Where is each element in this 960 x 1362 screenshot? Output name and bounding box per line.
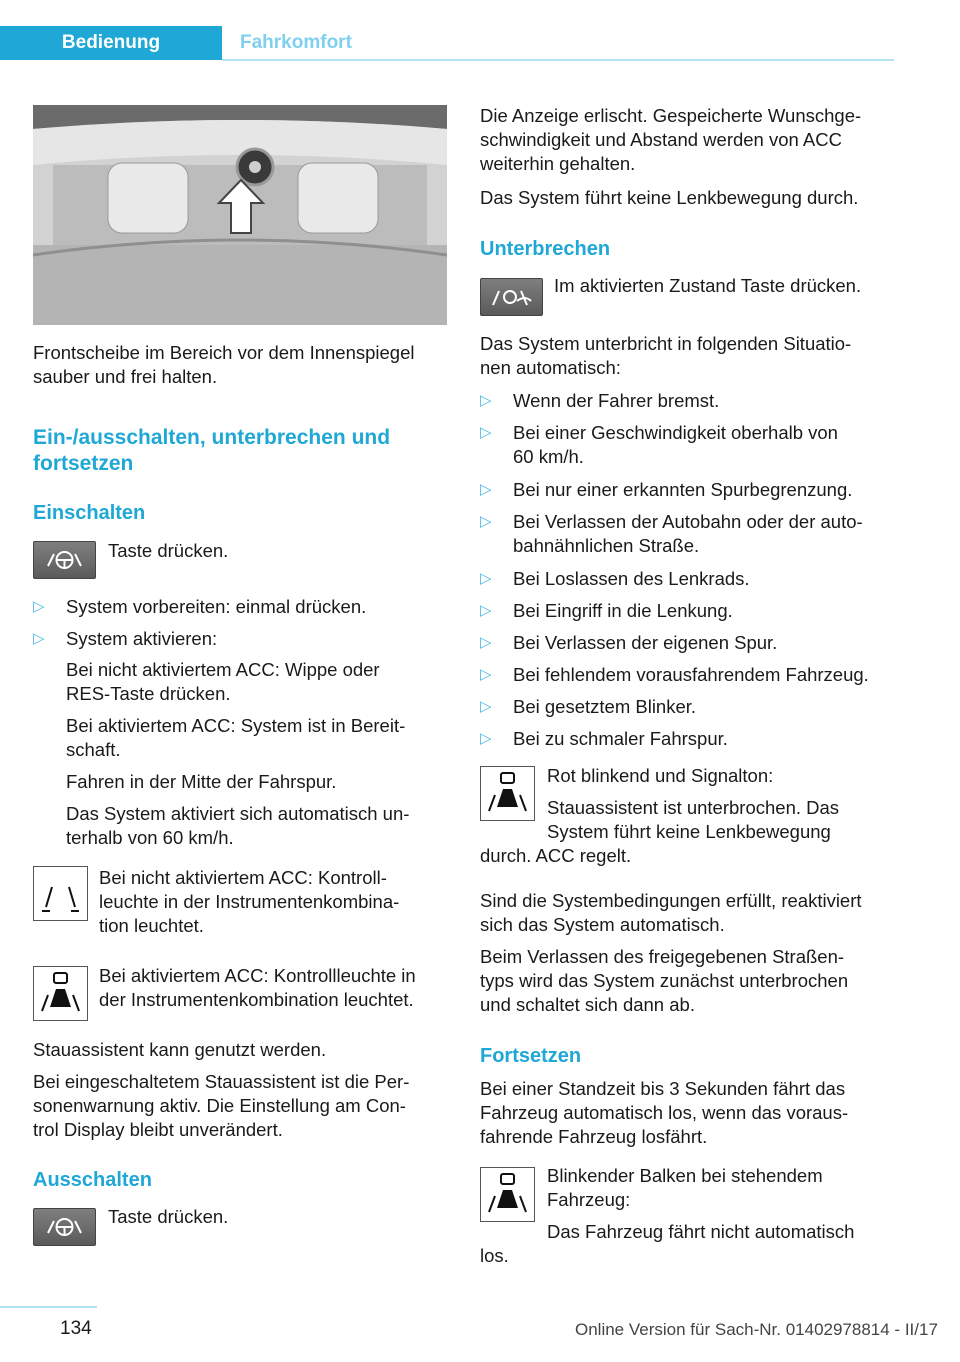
unterbrechen-heading: Unterbrechen: [480, 238, 611, 260]
intro-text: weiterhin gehalten.: [480, 153, 636, 174]
bullet-triangle-icon: ▷: [480, 698, 492, 715]
after-text: trol Display bleibt unverändert.: [33, 1119, 283, 1140]
sub-text: Fahren in der Mitte der Fahrspur.: [66, 771, 337, 792]
bullet-triangle-icon: ▷: [480, 634, 492, 651]
ausschalten-heading: Ausschalten: [33, 1169, 152, 1191]
red-text: Stauassistent ist unterbrochen. Das: [547, 797, 840, 818]
sub-text: schaft.: [66, 739, 121, 760]
sub-text: Bei nicht aktiviertem ACC: Wippe oder: [66, 659, 380, 680]
reactivate-text: Beim Verlassen des freigegebenen Straßen-: [480, 946, 845, 967]
bullet-triangle-icon: ▷: [480, 730, 492, 747]
section-heading-line1: Ein-/ausschalten, unterbrechen und: [33, 426, 391, 449]
traffic-jam-assistant-indicator-icon: [480, 1167, 535, 1222]
reactivate-text: sich das System automatisch.: [480, 914, 725, 935]
fortsetzen-heading: Fortsetzen: [480, 1045, 582, 1067]
einschalten-press-text: Taste drücken.: [108, 540, 229, 561]
bullet-triangle-icon: ▷: [33, 630, 45, 647]
bullet-triangle-icon: ▷: [480, 666, 492, 683]
ausschalten-press-text: Taste drücken.: [108, 1206, 229, 1227]
interrupt-button-icon: [480, 278, 543, 316]
steering-assist-button-icon: [33, 541, 96, 579]
bullet-triangle-icon: ▷: [480, 392, 492, 409]
intro-text: Die Anzeige erlischt. Gespeicherte Wunschge-: [480, 105, 862, 126]
traffic-jam-assistant-indicator-icon: [480, 766, 535, 821]
footer-online-version: Online Version für Sach-Nr. 01402978814 - II/17: [575, 1320, 938, 1339]
bullet-triangle-icon: ▷: [480, 513, 492, 530]
red-text: durch. ACC regelt.: [480, 845, 632, 866]
reactivate-text: Sind die Systembedingungen erfüllt, reaktiviert: [480, 890, 862, 911]
section-heading-line2: fortsetzen: [33, 452, 134, 475]
page-number: 134: [60, 1318, 92, 1339]
list-item-cont: bahnähnlichen Straße.: [513, 535, 700, 556]
fortsetzen-text: Fahrzeug automatisch los, wenn das voraus-: [480, 1102, 849, 1123]
bullet-triangle-icon: ▷: [480, 481, 492, 498]
after-text: Bei eingeschaltetem Stauassistent ist die Per-: [33, 1071, 410, 1092]
bullet-triangle-icon: ▷: [480, 602, 492, 619]
intro-text: Das System führt keine Lenkbewegung durch.: [480, 187, 859, 208]
intro-text: schwindigkeit und Abstand werden von ACC: [480, 129, 842, 150]
after-text: sonenwarnung aktiv. Die Einstellung am Con-: [33, 1095, 406, 1116]
lamp1-text: leuchte in der Instrumentenkombina-: [99, 891, 400, 912]
header-subsection: Fahrkomfort: [240, 32, 352, 53]
auto-text: Das System unterbricht in folgenden Situatio-: [480, 333, 852, 354]
steering-assist-button-icon: [33, 1208, 96, 1246]
after-text: Stauassistent kann genutzt werden.: [33, 1039, 327, 1060]
list-item-cont: 60 km/h.: [513, 446, 584, 467]
blink-text: los.: [480, 1245, 509, 1266]
windshield-photo: [33, 105, 447, 325]
bullet-triangle-icon: ▷: [480, 570, 492, 587]
blink-text: Fahrzeug:: [547, 1189, 631, 1210]
photo-caption-line1: Frontscheibe im Bereich vor dem Innenspiegel: [33, 342, 415, 363]
red-text: Rot blinkend und Signalton:: [547, 765, 774, 786]
blink-text: Blinkender Balken bei stehendem: [547, 1165, 823, 1186]
lamp2-text: Bei aktiviertem ACC: Kontrollleuchte in: [99, 965, 416, 986]
sub-text: Bei aktiviertem ACC: System ist in Bereit-: [66, 715, 406, 736]
header-section-tab: Bedienung: [0, 26, 222, 60]
red-text: System führt keine Lenkbewegung: [547, 821, 831, 842]
sub-text: RES-Taste drücken.: [66, 683, 231, 704]
photo-caption-line2: sauber und frei halten.: [33, 366, 218, 387]
auto-text: nen automatisch:: [480, 357, 621, 378]
lane-markings-indicator-icon: [33, 866, 88, 921]
reactivate-text: typs wird das System zunächst unterbrochen: [480, 970, 849, 991]
einschalten-heading: Einschalten: [33, 502, 146, 524]
sub-text: Das System aktiviert sich automatisch un-: [66, 803, 410, 824]
sub-text: terhalb von 60 km/h.: [66, 827, 234, 848]
header-divider: [222, 59, 894, 61]
blink-text: Das Fahrzeug fährt nicht automatisch: [547, 1221, 855, 1242]
unterbrechen-press-text: Im aktivierten Zustand Taste drücken.: [554, 275, 862, 296]
fortsetzen-text: fahrende Fahrzeug losfährt.: [480, 1126, 708, 1147]
bullet-triangle-icon: ▷: [480, 424, 492, 441]
bullet-triangle-icon: ▷: [33, 598, 45, 615]
lamp1-text: tion leuchtet.: [99, 915, 204, 936]
traffic-jam-assistant-indicator-icon: [33, 966, 88, 1021]
lamp1-text: Bei nicht aktiviertem ACC: Kontroll-: [99, 867, 387, 888]
footer-divider: [0, 1306, 97, 1308]
fortsetzen-text: Bei einer Standzeit bis 3 Sekunden fährt das: [480, 1078, 846, 1099]
lamp2-text: der Instrumentenkombination leuchtet.: [99, 989, 414, 1010]
reactivate-text: und schaltet sich dann ab.: [480, 994, 695, 1015]
